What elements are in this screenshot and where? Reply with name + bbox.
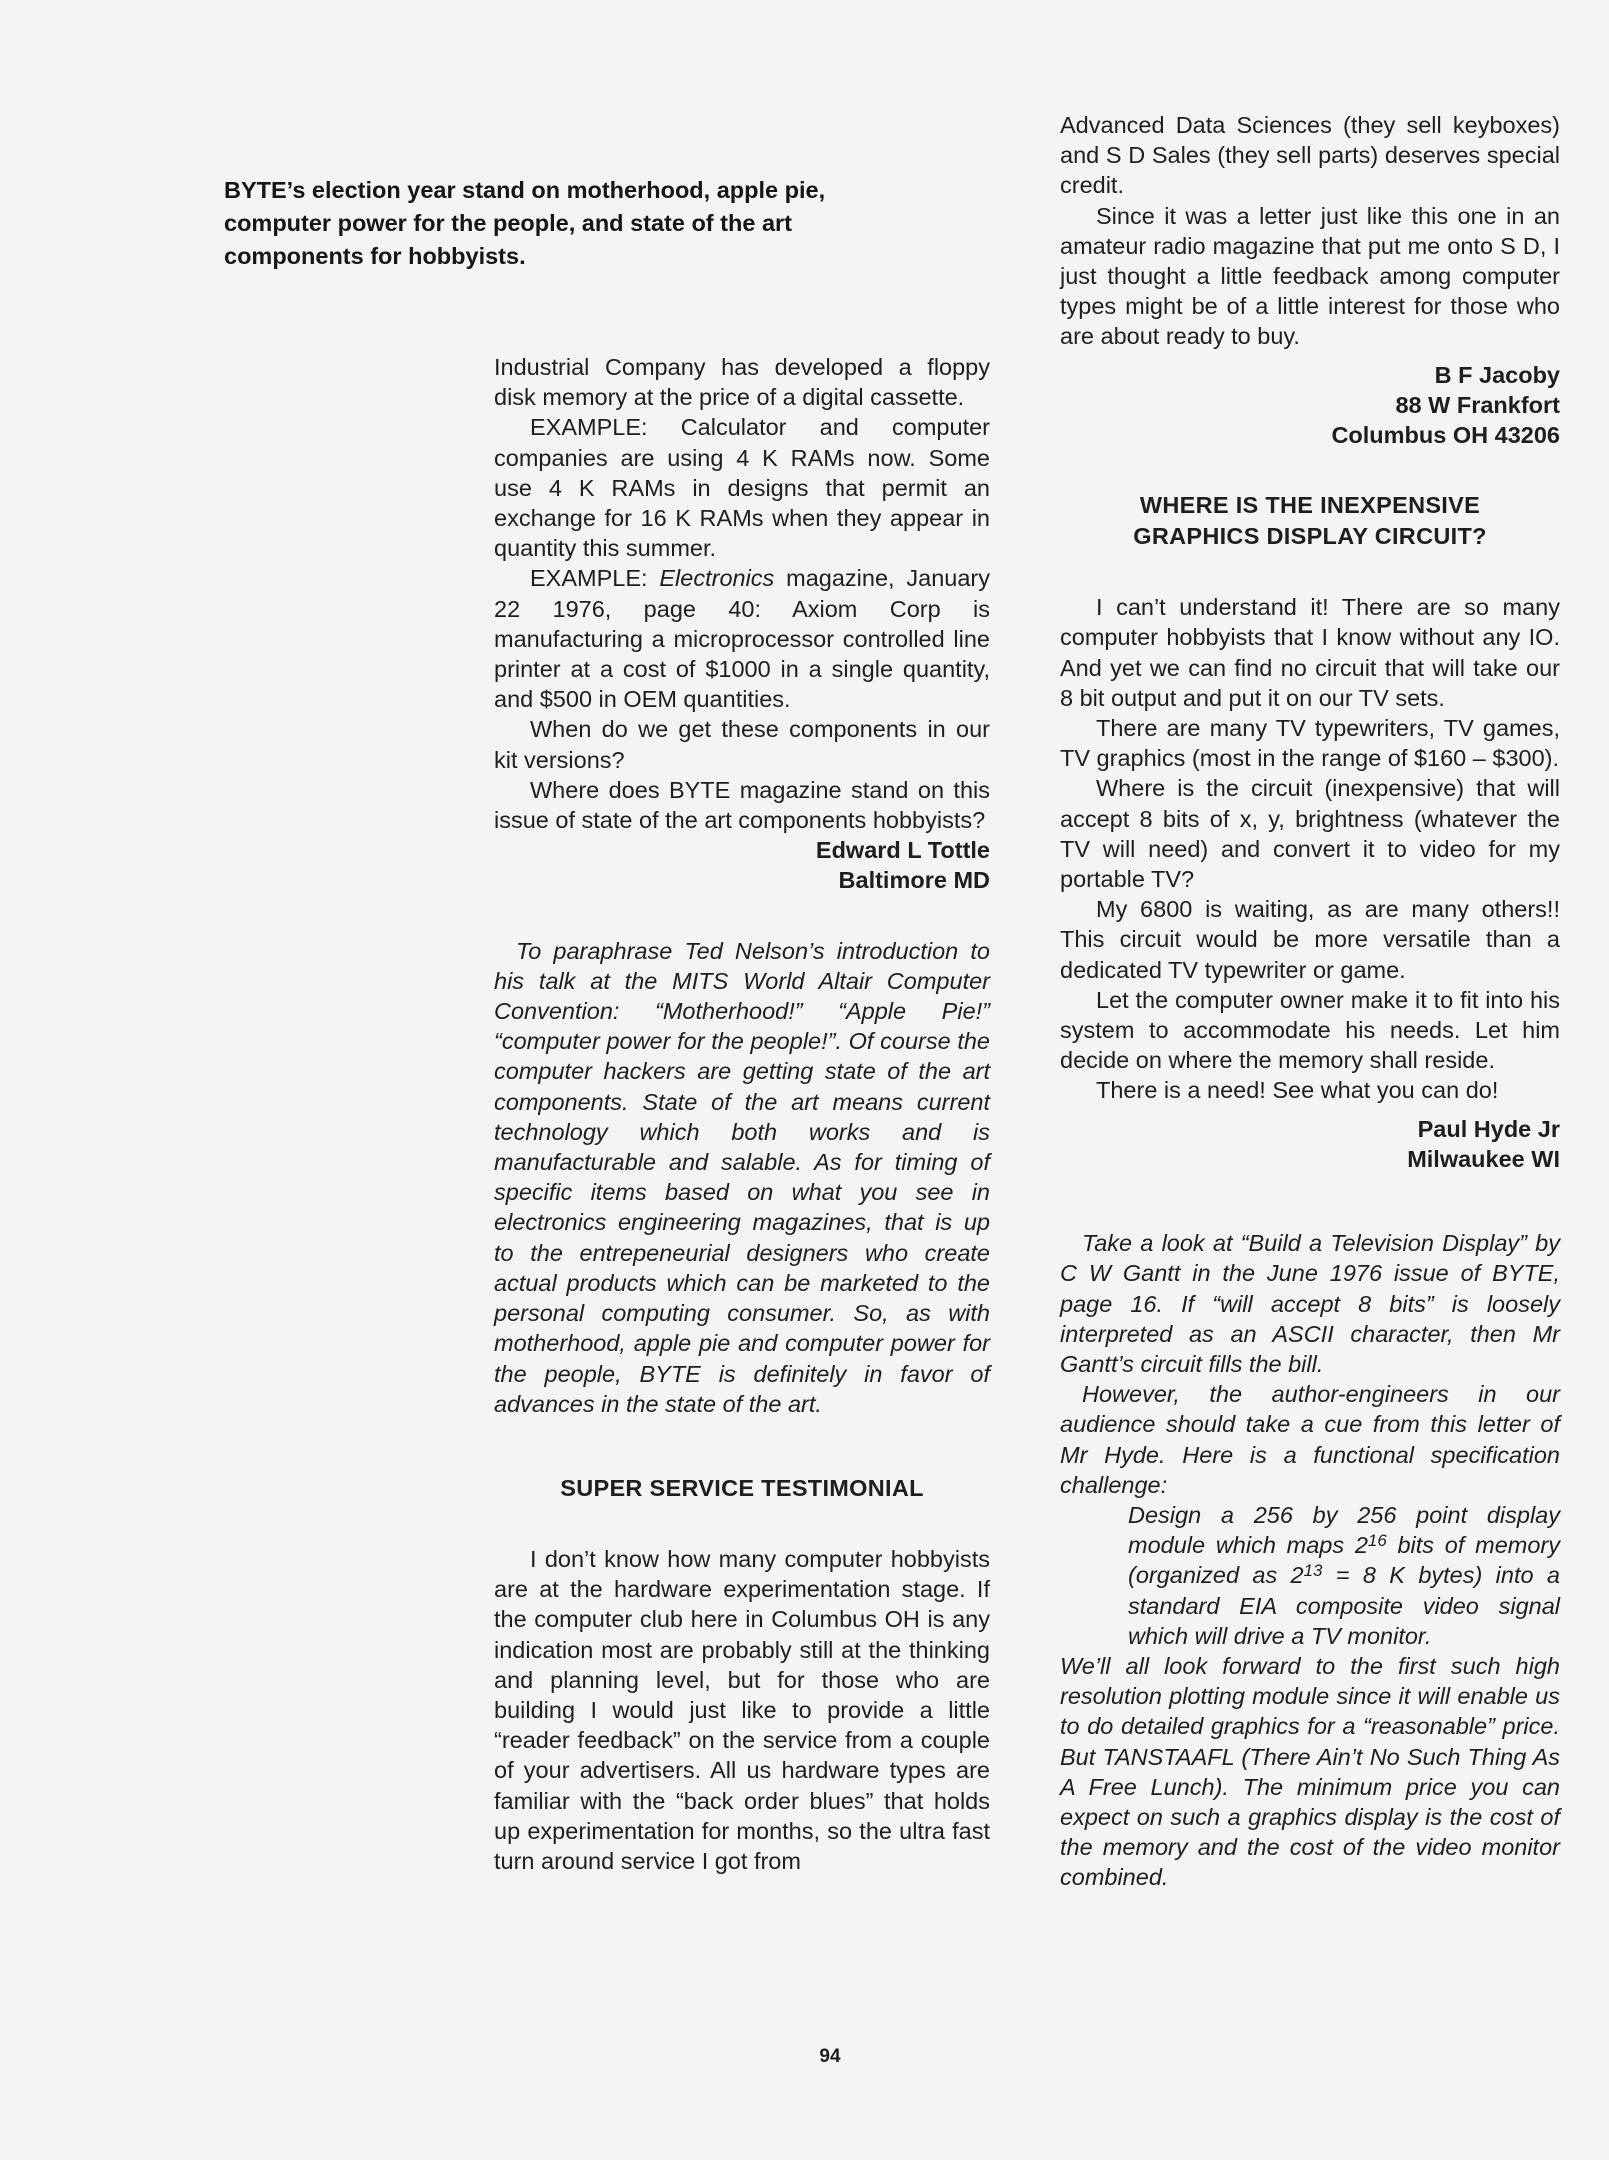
pull-quote: BYTE’s election year stand on motherhood, apple pie, computer power for the people, and state of the art components for hobbyists.	[224, 177, 826, 269]
paragraph: There is a need! See what you can do!	[1096, 1077, 1499, 1104]
paragraph: There are many TV typewriters, TV games, TV graphics (most in the range of $160 – $300).	[1060, 715, 1560, 772]
signature-name: B F Jacoby	[1434, 361, 1560, 388]
signature-street: 88 W Frankfort	[1395, 391, 1560, 418]
paragraph: Industrial Company has developed a floppy disk memory at the price of a digital cassette.	[494, 354, 990, 411]
paragraph: I don’t know how many computer hobbyists are at the hardware experimentation stage. If the computer club here in Columbus OH is any indication most are probably still at the thinking and planning level, but for those who are building I would just like to provide a little “reader feedback” on the service from a couple of your advertisers. All us hardware types are familiar with the “back order blues” that holds up experimentation for months, so the ultra fast turn around service I got from	[494, 1545, 990, 1874]
paragraph: Since it was a letter just like this one in an amateur radio magazine that put me onto S D, I just thought a little feedback among computer types might be of a little interest for those who are about ready to buy.	[1060, 202, 1560, 350]
editor-reply: Take a look at “Build a Television Display” by C W Gantt in the June 1976 issue of BYTE, page 16. If “will accept 8 bits” is loosely interpreted as an ASCII character, then Mr Gantt’s circuit fills the bill.	[1060, 1230, 1560, 1377]
paragraph: EXAMPLE: Electronics magazine, January 22 1976, page 40: Axiom Corp is manufacturing a microprocessor controlled line printer at a cost of $1000 in a single quantity, and $500 in OEM quantities.	[494, 565, 990, 713]
paragraph: Advanced Data Sciences (they sell keyboxes) and S D Sales (they sell parts) deserves special credit.	[1060, 112, 1560, 199]
signature-name: Paul Hyde Jr	[1417, 1115, 1560, 1142]
editor-reply: However, the author-engineers in our audience should take a cue from this letter of Mr Hyde. Here is a functional specification challenge:	[1060, 1381, 1560, 1498]
paragraph: When do we get these components in our kit versions?	[494, 716, 990, 773]
editor-reply: To paraphrase Ted Nelson’s introduction to his talk at the MITS World Altair Computer Convention: “Motherhood!” “Apple Pie!” “computer power for the people!”. Of course the computer hackers are getting state of the art components. State of the art means current technology which both works and is manufacturable and salable. As for timing of specific items based on what you see in electronics engineering magazines, that is up to the entrepeneurial designers who create actual products which can be marketed to the personal computing consumer. So, as with motherhood, apple pie and computer power for the people, BYTE is definitely in favor of advances in the state of the art.	[494, 937, 990, 1417]
paragraph: Where does BYTE magazine stand on this issue of state of the art components hobbyists?	[494, 776, 990, 834]
page-number: 94	[819, 2046, 841, 2067]
section-heading-line-1: WHERE IS THE INEXPENSIVE	[1139, 492, 1481, 519]
spec-challenge: Design a 256 by 256 point display module which maps $2^{16}$ bits of memory (organized as $2^{13} = 8$ K bytes) into a standard EIA composite video signal which will drive a TV monitor.	[1128, 1501, 1560, 1649]
paragraph: My 6800 is waiting, as are many others!! This circuit would be more versatile than a dedicated TV typewriter or game.	[1060, 896, 1560, 983]
paragraph: EXAMPLE: Calculator and computer companies are using 4 K RAMs now. Some use 4 K RAMs in designs that permit an exchange for 16 K RAMs when they appear in quantity this summer.	[494, 414, 990, 562]
signature-city: Columbus OH 43206	[1331, 422, 1560, 449]
signature-place: Baltimore MD	[838, 867, 990, 894]
section-heading-line-2: GRAPHICS DISPLAY CIRCUIT?	[1133, 523, 1487, 550]
right-column	[1060, 110, 1560, 1893]
magazine-title: Electronics	[659, 565, 775, 592]
paragraph: I can’t understand it! There are so many computer hobbyists that I know without any IO. And yet we can find no circuit that will take our 8 bit output and put it on our TV sets.	[1060, 594, 1560, 711]
editor-reply: We’ll all look forward to the first such high resolution plotting module since it will enable us to do detailed graphics for a “reasonable” price. But TANSTAAFL (There Ain’t No Such Thing As A Free Lunch). The minimum price you can expect on such a graphics display is the cost of the memory and the cost of the video monitor combined.	[1060, 1652, 1560, 1891]
middle-column	[494, 352, 990, 1876]
signature-place: Milwaukee WI	[1407, 1145, 1560, 1172]
paragraph: Let the computer owner make it to fit into his system to accommodate his needs. Let him decide on where the memory shall reside.	[1060, 986, 1560, 1074]
signature-name: Edward L Tottle	[815, 837, 990, 864]
paragraph: Where is the circuit (inexpensive) that will accept 8 bits of x, y, brightness (whatever the TV will need) and convert it to video for my portable TV?	[1060, 775, 1560, 893]
section-heading: SUPER SERVICE TESTIMONIAL	[560, 1474, 924, 1501]
